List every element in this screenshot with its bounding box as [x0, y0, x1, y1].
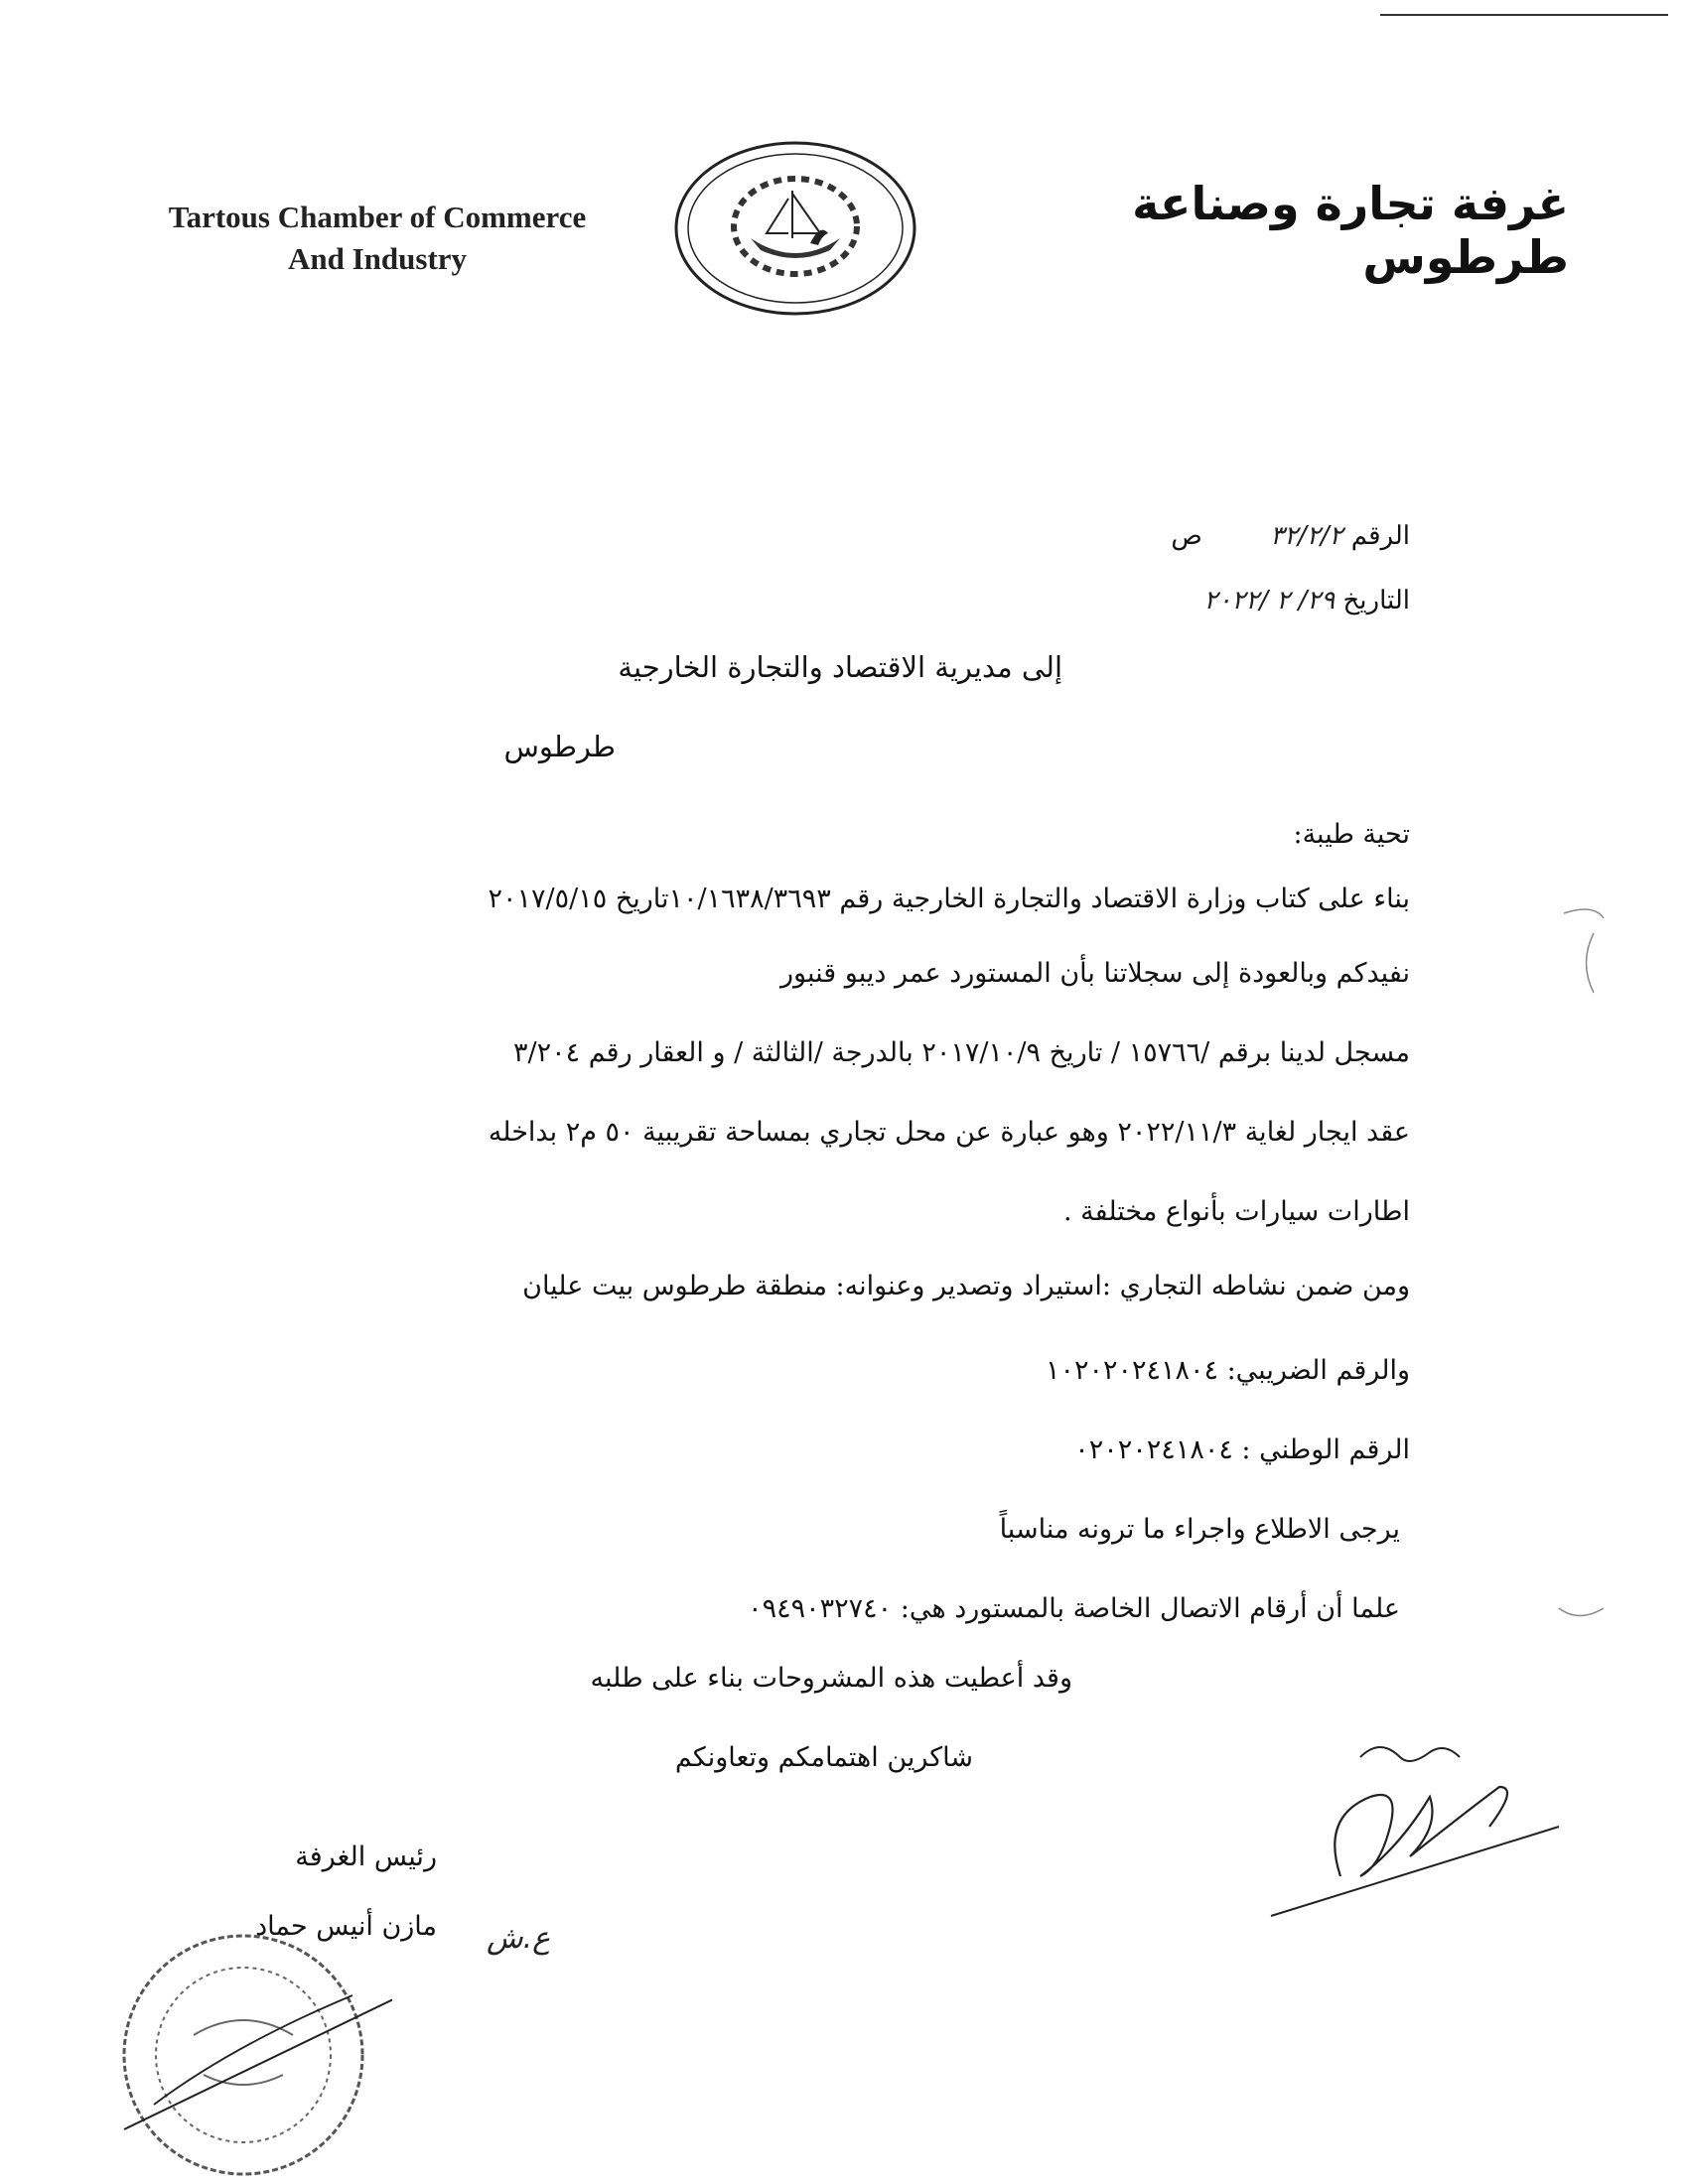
letterhead-arabic-name: غرفة تجارة وصناعة طرطوس	[1132, 177, 1569, 284]
chamber-logo	[671, 139, 919, 318]
date-label: التاريخ	[1342, 586, 1410, 615]
margin-mark	[1554, 1588, 1614, 1628]
body-line-2: نفيدكم وبالعودة إلى سجلاتنا بأن المستورد عمر ديبو قنبور	[780, 958, 1410, 989]
initials: ع.ش	[487, 1921, 551, 1956]
recipient-line1: إلى مديرية الاقتصاد والتجارة الخارجية	[618, 650, 1062, 684]
recipient-line2: طرطوس	[503, 730, 616, 763]
english-name-line2: And Industry	[287, 241, 468, 276]
english-name-line1: Tartous Chamber of Commerce	[168, 200, 587, 234]
date-value: ٢٩/ ٢ /٢٠٢٢	[1203, 586, 1336, 615]
body-line-3: مسجل لدينا برقم /١٥٧٦٦ / تاريخ ٢٠١٧/١٠/٩ بالدرجة /الثالثة / و العقار رقم ٣/٢٠٤	[513, 1037, 1410, 1068]
body-line-1: بناء على كتاب وزارة الاقتصاد والتجارة الخارجية رقم ١٠/١٦٣٨/٣٦٩٣تاريخ ٢٠١٧/٥/١٥	[488, 884, 1410, 914]
number-label: الرقم	[1350, 521, 1410, 551]
greeting: تحية طيبة:	[1293, 819, 1410, 850]
letterhead-english-name	[109, 197, 645, 280]
body-line-5: اطارات سيارات بأنواع مختلفة .	[1063, 1196, 1410, 1227]
body-line-6: ومن ضمن نشاطه التجاري :استيراد وتصدير وعنوانه: منطقة طرطوس بيت عليان	[522, 1271, 1410, 1301]
handwritten-signature	[1261, 1727, 1589, 1926]
tax-number: والرقم الضريبي: ١٠٢٠٢٠٢٤١٨٠٤	[1045, 1355, 1410, 1386]
closing-line: شاكرين اهتمامكم وتعاونكم	[674, 1742, 973, 1773]
official-stamp	[94, 1916, 392, 2179]
body-line-11: وقد أعطيت هذه المشروحات بناء على طلبه	[590, 1663, 1072, 1694]
contact-numbers: علما أن أرقام الاتصال الخاصة بالمستورد هي: ٠٩٤٩٠٣٢٧٤٠	[748, 1593, 1400, 1624]
national-number: الرقم الوطني : ٠٢٠٢٠٢٤١٨٠٤	[1074, 1434, 1410, 1465]
signatory-name: مازن أنيس حماد	[255, 1911, 437, 1942]
body-line-4: عقد ايجار لغاية ٢٠٢٢/١١/٣ وهو عبارة عن محل تجاري بمساحة تقريبية ٥٠ م٢ بداخله	[488, 1117, 1410, 1148]
signatory-title: رئيس الغرفة	[295, 1842, 437, 1872]
body-line-9: يرجى الاطلاع واجراء ما ترونه مناسباً	[999, 1514, 1400, 1545]
margin-mark	[1554, 903, 1614, 1003]
top-rule	[1380, 14, 1668, 16]
reference-number	[1082, 521, 1410, 551]
letter-date	[1082, 586, 1410, 615]
number-suffix: ص	[1171, 521, 1202, 551]
number-value: ٣٢/٢/٢	[1270, 521, 1343, 551]
